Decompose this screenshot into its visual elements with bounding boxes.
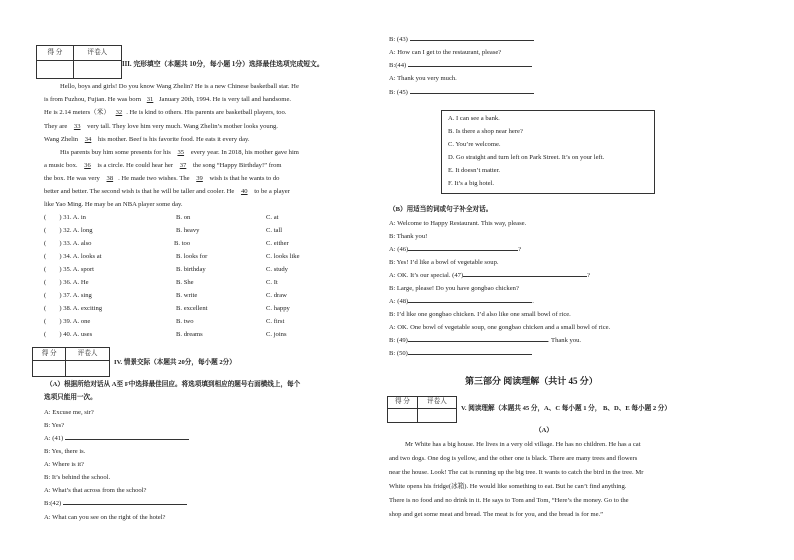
mc-38-b: B. excellent — [176, 305, 208, 312]
mc-34: ( ) 34. A. looks at — [44, 253, 102, 260]
mc-31-b: B. on — [176, 214, 191, 221]
dialog-a-42: B:(42) — [44, 501, 187, 508]
mc-39-b: B. two — [176, 318, 194, 325]
mc-37: ( ) 37. A. sing — [44, 292, 92, 299]
mc-31-c: C. at — [266, 214, 279, 221]
mc-32-c: C. tall — [266, 227, 283, 234]
dialog-a-2: B: Yes? — [44, 422, 65, 429]
dialog-a-43: B: (43) — [389, 37, 534, 44]
mc-39: ( ) 39. A. one — [44, 318, 91, 325]
answer-line-45[interactable] — [410, 93, 534, 94]
blank-35: 35 — [177, 149, 185, 156]
dialog-a-44: B:(44) — [389, 63, 532, 70]
dialog-b-47: A: OK. It’s our special. (47) ? — [389, 272, 591, 279]
dialog-a-9: A: What can you see on the right of the hotel? — [44, 514, 166, 521]
blank-33: 33 — [73, 123, 81, 130]
blank-32: 32 — [115, 109, 123, 116]
mc-36-c: C. It — [266, 279, 278, 286]
option-a: A. I can see a bank. — [448, 115, 500, 122]
dialog-b-49: B: (49) . Thank you. — [389, 337, 582, 344]
mc-32-b: B. heavy — [176, 227, 200, 234]
dialog-b-46: A: (46) ? — [389, 246, 522, 253]
option-f: F. It’s a big hotel. — [448, 180, 494, 187]
blank-31: 31 — [146, 96, 154, 103]
answer-line-48[interactable] — [408, 302, 532, 303]
section4-title: IV. 情景交际（本题共 20分，每小题 2分） — [114, 359, 236, 366]
score-label: 得 分 — [33, 348, 66, 361]
blank-37: 37 — [179, 162, 187, 169]
dialog-b-9: A: OK. One bowl of vegetable soup, one gongbao chicken and a small bowl of rice. — [389, 324, 611, 331]
answer-line-46[interactable] — [408, 250, 518, 251]
option-e: E. It doesn’t matter. — [448, 167, 501, 174]
answer-line-47[interactable] — [463, 276, 587, 277]
passage-line-6: His parents buy him some presents for his 35 every year. In 2018, his mother gave him — [60, 149, 299, 156]
reading-a-line-5: There is no food and no drink in it. He says to Tom and Tom, “Here’s the money. Go to the — [389, 497, 629, 504]
dialog-b-8: B: I’d like one gongbao chicken. I’d also like one small bowl of rice. — [389, 311, 571, 318]
blank-39: 39 — [196, 175, 203, 182]
dialog-b-50: B: (50) — [389, 351, 532, 358]
passage-line-9: better and better. The second wish is that he will be taller and cooler. He 40 to be a player — [44, 188, 290, 195]
blank-38: 38 — [106, 175, 114, 182]
dialog-b-6: B: Large, please! Do you have gongbao chicken? — [389, 285, 519, 292]
score-box-2 — [32, 347, 110, 377]
option-d: D. Go straight and turn left on Park Street. It’s on your left. — [448, 154, 605, 161]
dialog-b-48: A: (48) . — [389, 298, 534, 305]
grader-label: 评卷人 — [73, 46, 121, 61]
section4b-title: （B）用适当的词或句子补全对话。 — [389, 206, 493, 213]
answer-line-50[interactable] — [408, 354, 532, 355]
grader-label: 评卷人 — [66, 348, 110, 361]
mc-33: ( ) 33. A. also — [44, 240, 92, 247]
mc-33-c: C. either — [266, 240, 289, 247]
score-box-1 — [36, 45, 122, 79]
dialog-b-4: B: Yes! I’d like a bowl of vegetable soup. — [389, 259, 499, 266]
section3-title: III. 完形填空（本题共 10分，每小题 1分）选择最佳选项完成短文。 — [122, 61, 324, 68]
passage-line-10: like Yao Ming. He may be an NBA player some day. — [44, 201, 183, 208]
mc-38-c: C. happy — [266, 305, 290, 312]
score-label: 得 分 — [37, 46, 74, 61]
mc-40-c: C. joins — [266, 331, 287, 338]
mc-32: ( ) 32. A. long — [44, 227, 93, 234]
reading-a-line-1: Mr White has a big house. He lives in a very old village. He has no children. He has a cat — [405, 441, 641, 448]
passage-line-2: is from Fuzhou, Fujian. He was born 31 January 20th, 1994. He is very tall and handsome. — [44, 96, 292, 103]
mc-40-b: B. dreams — [176, 331, 203, 338]
reading-a-line-2: and two dogs. One dog is yellow, and the other one is black. There are many trees and flowers — [389, 455, 638, 462]
dialog-a-r2: A: How can I get to the restaurant, please? — [389, 49, 502, 56]
blank-34: 34 — [84, 136, 92, 143]
section5-title: V. 阅读理解（本题共 45 分，A、C 每小题 1 分， B、D、E 每小题 2 分） — [461, 405, 671, 412]
dialog-a-4: B: Yes, there is. — [44, 448, 86, 455]
blank-40: 40 — [240, 188, 248, 195]
answer-line-49[interactable] — [408, 341, 548, 342]
dialog-a-r4: A: Thank you very much. — [389, 75, 457, 82]
mc-39-c: C. first — [266, 318, 285, 325]
section4a-title-2: 选项只能用一次。 — [44, 394, 97, 401]
answer-line-43[interactable] — [410, 40, 534, 41]
mc-35-b: B. birthday — [176, 266, 206, 273]
mc-37-b: B. write — [176, 292, 198, 299]
reading-a-line-6: shop and get some meat and bread. The meat is for you, and the bread is for me.” — [389, 511, 604, 518]
mc-34-b: B. looks for — [176, 253, 208, 260]
dialog-a-1: A: Excuse me, sir? — [44, 409, 94, 416]
mc-31: ( ) 31. A. in — [44, 214, 86, 221]
passage-line-3: He is 2.14 meters（米） 32 . He is kind to others. His parents are basketball players, too. — [44, 109, 287, 116]
dialog-b-2: B: Thank you! — [389, 233, 428, 240]
answer-line-44[interactable] — [408, 66, 532, 67]
passage-line-1: Hello, boys and girls! Do you know Wang Zhelin? He is a new Chinese basketball star. He — [60, 83, 299, 90]
dialog-a-41: A: (41) — [44, 436, 189, 443]
mc-37-c: C. draw — [266, 292, 287, 299]
passage-line-7: a music box. 36 is a circle. He could hear her 37 the song “Happy Birthday!” from — [44, 162, 282, 169]
dialog-a-6: B: It’s behind the school. — [44, 474, 111, 481]
dialog-b-1: A: Welcome to Happy Restaurant. This way, please. — [389, 220, 527, 227]
mc-35: ( ) 35. A. sport — [44, 266, 95, 273]
passage-line-4: They are 33 very tall. They love him very much. Wang Zhelin’s mother looks young. — [44, 123, 278, 130]
options-box — [441, 110, 655, 194]
reading-a-label: （A） — [535, 427, 553, 434]
score-label: 得 分 — [388, 397, 418, 409]
mc-38: ( ) 38. A. exciting — [44, 305, 103, 312]
reading-a-line-4: White opens his fridge(冰箱). He would like something to eat. But he can’t find anything. — [389, 483, 627, 490]
part3-title: 第三部分 阅读理解（共计 45 分） — [465, 376, 598, 386]
dialog-a-45: B: (45) — [389, 90, 534, 97]
mc-40: ( ) 40. A. uses — [44, 331, 93, 338]
answer-line-42[interactable] — [63, 504, 187, 505]
section4a-title: （A）根据所给对话从 A至 F中选择最佳回应。将选项填到相应的题号右面横线上，每个 — [46, 381, 301, 388]
reading-a-line-3: near the house. Look! The cat is running up the big tree. It wants to catch the bird in the tree. Mr — [389, 469, 644, 476]
score-box-3 — [387, 396, 457, 423]
passage-line-5: Wang Zhelin 34 his mother. Beef is his favorite food. He eats it every day. — [44, 136, 250, 143]
dialog-a-7: A: What’s that across from the school? — [44, 487, 147, 494]
blank-36: 36 — [84, 162, 91, 169]
mc-36: ( ) 36. A. He — [44, 279, 89, 286]
mc-34-c: C. looks like — [266, 253, 300, 260]
grader-label: 评卷人 — [417, 397, 456, 409]
passage-line-8: the box. He was very 38 . He made two wishes. The 39 wish is that he wants to do — [44, 175, 280, 182]
answer-line-41[interactable] — [65, 439, 189, 440]
mc-35-c: C. study — [266, 266, 288, 273]
mc-36-b: B. She — [176, 279, 194, 286]
option-c: C. You’re welcome. — [448, 141, 501, 148]
option-b: B. Is there a shop near here? — [448, 128, 523, 135]
dialog-a-5: A: Where is it? — [44, 461, 84, 468]
mc-33-b: B. too — [174, 240, 191, 247]
